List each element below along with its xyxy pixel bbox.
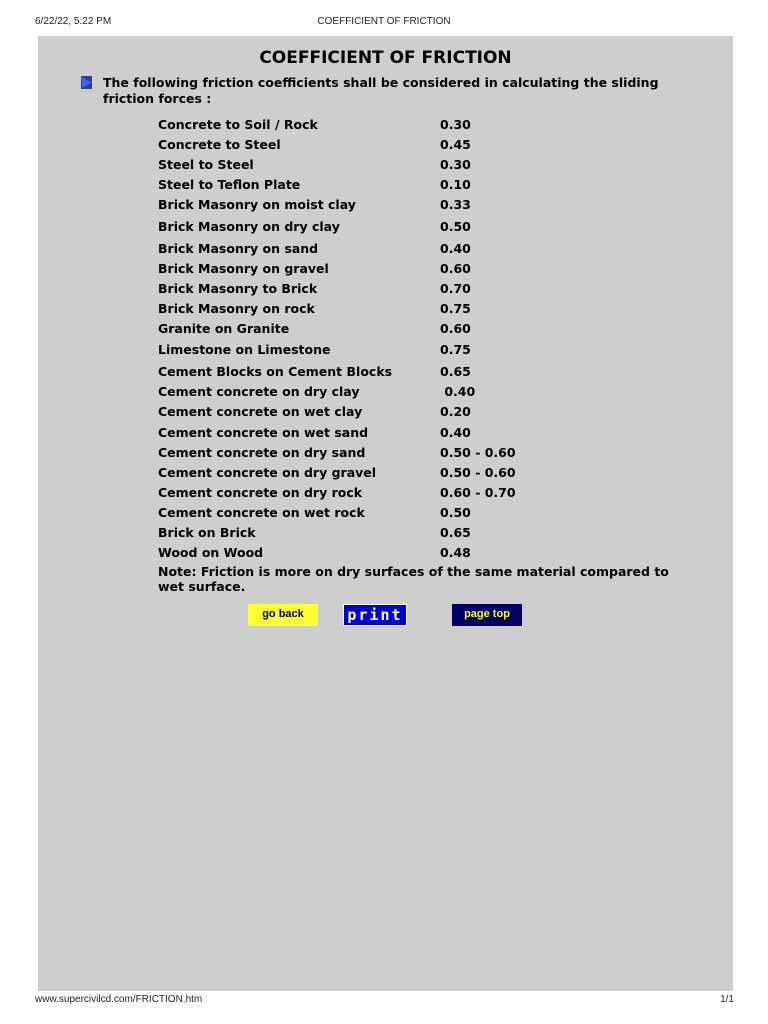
- table-row: [158, 156, 718, 174]
- print-footer: [0, 994, 768, 1008]
- friction-coefficient: 0.50: [440, 505, 471, 520]
- friction-coefficient: 0.40: [440, 241, 471, 256]
- material-pair: Cement concrete on dry clay: [158, 384, 360, 399]
- friction-coefficient: 0.45: [440, 137, 471, 152]
- table-row: [158, 363, 718, 381]
- table-row: [158, 544, 718, 562]
- friction-coefficient: 0.30: [440, 157, 471, 172]
- material-pair: Brick on Brick: [158, 525, 256, 540]
- go-back-button[interactable]: go back: [248, 604, 318, 626]
- material-pair: Cement concrete on dry sand: [158, 445, 366, 460]
- print-page-count: 1/1: [720, 994, 734, 1005]
- material-pair: Cement concrete on wet clay: [158, 404, 363, 419]
- material-pair: Brick Masonry on sand: [158, 241, 319, 256]
- material-pair: Brick Masonry on gravel: [158, 261, 329, 276]
- table-row: [158, 320, 718, 338]
- print-datetime: 6/22/22, 5:22 PM: [35, 16, 112, 27]
- table-row: [158, 504, 718, 522]
- friction-coefficient: 0.75: [440, 342, 471, 357]
- material-pair: Concrete to Soil / Rock: [158, 117, 318, 132]
- friction-coefficient: 0.60: [440, 261, 471, 276]
- table-row: [158, 218, 718, 236]
- table-row: [158, 116, 718, 134]
- material-pair: Steel to Teflon Plate: [158, 177, 301, 192]
- print-button[interactable]: print: [343, 604, 407, 626]
- table-row: [158, 260, 718, 278]
- page-title: COEFFICIENT OF FRICTION: [259, 48, 512, 68]
- page-top-button[interactable]: page top: [452, 604, 522, 626]
- material-pair: Wood on Wood: [158, 545, 264, 560]
- note-text: Note: Friction is more on dry surfaces of the same material compared to wet surface.: [158, 564, 669, 594]
- table-row: [158, 341, 718, 359]
- friction-coefficient: 0.65: [440, 364, 471, 379]
- table-row: [158, 383, 718, 401]
- friction-coefficient: 0.50 - 0.60: [440, 445, 516, 460]
- material-pair: Cement concrete on wet sand: [158, 425, 369, 440]
- friction-coefficient: 0.10: [440, 177, 471, 192]
- table-row: [158, 176, 718, 194]
- material-pair: Steel to Steel: [158, 157, 254, 172]
- material-pair: Cement concrete on wet rock: [158, 505, 365, 520]
- table-row: [158, 444, 718, 462]
- material-pair: Brick Masonry on dry clay: [158, 219, 340, 234]
- blue-arrow-bullet-icon: [81, 76, 92, 89]
- material-pair: Granite on Granite: [158, 321, 290, 336]
- table-row: [158, 280, 718, 298]
- material-pair: Cement Blocks on Cement Blocks: [158, 364, 393, 379]
- table-row: [158, 136, 718, 154]
- material-pair: Cement concrete on dry gravel: [158, 465, 377, 480]
- friction-coefficient: 0.65: [440, 525, 471, 540]
- friction-coefficient: 0.40: [440, 425, 471, 440]
- material-pair: Concrete to Steel: [158, 137, 281, 152]
- material-pair: Brick Masonry to Brick: [158, 281, 318, 296]
- print-header: [0, 16, 768, 30]
- table-row: [158, 403, 718, 421]
- table-row: [158, 424, 718, 442]
- table-row: [158, 240, 718, 258]
- friction-coefficient: 0.75: [440, 301, 471, 316]
- table-row: [158, 196, 718, 214]
- friction-coefficient: 0.50 - 0.60: [440, 465, 516, 480]
- intro-text: The following friction coefficients shall be considered in calculating the sliding friction forces :: [103, 75, 659, 106]
- friction-coefficient: 0.60: [440, 321, 471, 336]
- material-pair: Limestone on Limestone: [158, 342, 331, 357]
- friction-coefficient: 0.30: [440, 117, 471, 132]
- content-panel: [38, 36, 733, 991]
- material-pair: Cement concrete on dry rock: [158, 485, 363, 500]
- friction-coefficient: 0.48: [440, 545, 471, 560]
- print-url: www.supercivilcd.com/FRICTION.htm: [35, 994, 203, 1005]
- friction-coefficient: 0.70: [440, 281, 471, 296]
- table-row: [158, 464, 718, 482]
- material-pair: Brick Masonry on rock: [158, 301, 315, 316]
- friction-coefficient: 0.40: [440, 384, 476, 399]
- table-row: [158, 484, 718, 502]
- friction-coefficient: 0.20: [440, 404, 471, 419]
- friction-coefficient: 0.50: [440, 219, 471, 234]
- print-document-title: COEFFICIENT OF FRICTION: [317, 16, 451, 27]
- friction-coefficient: 0.60 - 0.70: [440, 485, 516, 500]
- material-pair: Brick Masonry on moist clay: [158, 197, 356, 212]
- table-row: [158, 524, 718, 542]
- table-row: [158, 300, 718, 318]
- friction-coefficient: 0.33: [440, 197, 471, 212]
